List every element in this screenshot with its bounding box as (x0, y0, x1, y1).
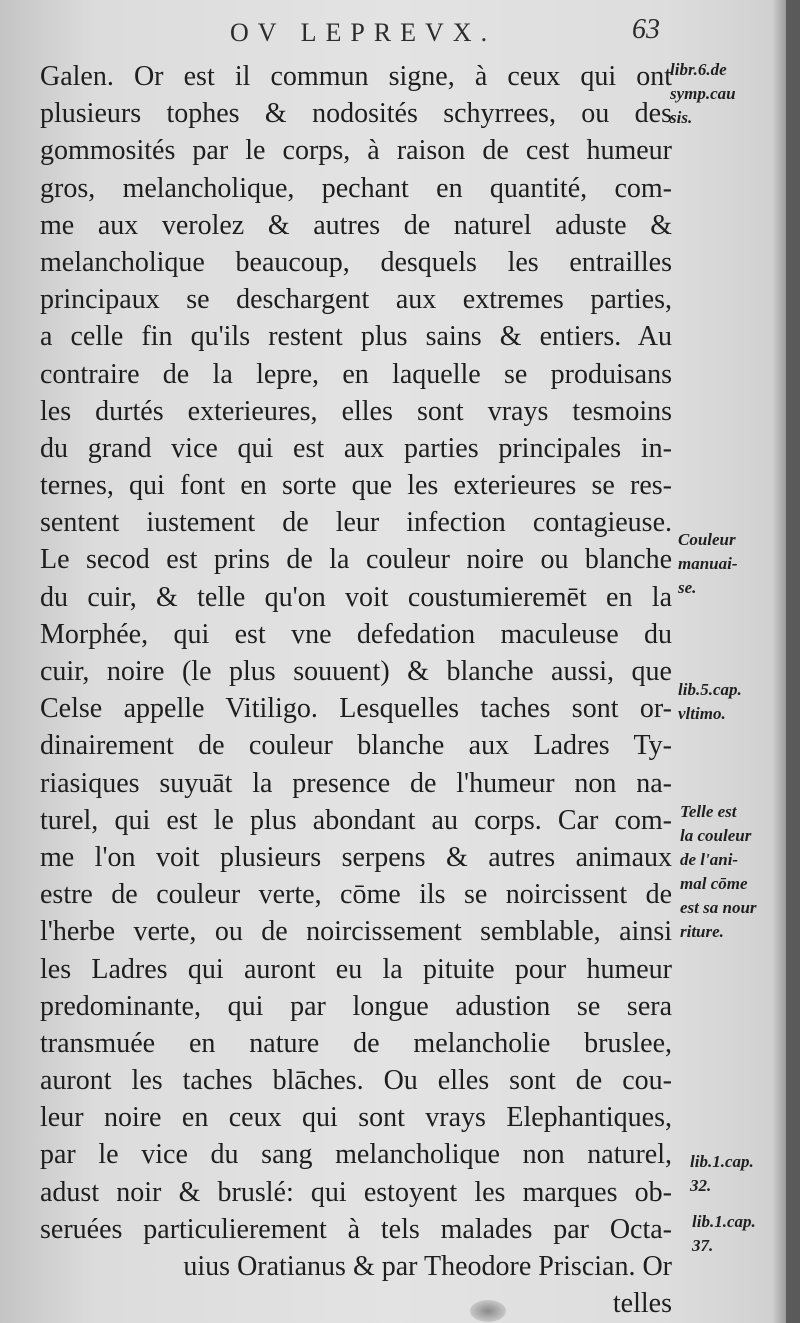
text-line: me l'on voit plusieurs serpens & autres animaux (40, 841, 672, 873)
text-line: plusieurs tophes & nodosités schyrrees, ou des (40, 98, 672, 130)
text-line: du cuir, & telle qu'on voit coustumieremēt en la (40, 581, 672, 613)
margin-note: Couleur manuai- se. (678, 530, 738, 597)
text-line: l'herbe verte, ou de noircissement semblable, ainsi (40, 916, 672, 948)
text-line: Celse appelle Vitiligo. Lesquelles taches sont or- (40, 693, 672, 725)
text-line: du grand vice qui est aux parties principales in- (40, 432, 672, 464)
text-line: gros, melancholique, pechant en quantité, com- (40, 172, 672, 204)
margin-note: lib.5.cap. vltimo. (678, 680, 742, 723)
text-line: adust noir & bruslé: qui estoyent les marques ob- (40, 1176, 672, 1208)
text-line: les durtés exterieures, elles sont vrays tesmoins (40, 395, 672, 427)
text-line: predominante, qui par longue adustion se sera (40, 990, 672, 1022)
margin-note: lib.1.cap. 37. (692, 1212, 756, 1255)
text-line: me aux verolez & autres de naturel aduste & (40, 209, 672, 241)
catchword: telles (612, 1288, 672, 1320)
text-line: contraire de la lepre, en laquelle se produisans (40, 358, 672, 390)
ink-blot (470, 1300, 506, 1322)
margin-note: Telle est la couleur de l'ani- mal cōme est sa nour riture. (680, 802, 757, 941)
text-line: uius Oratianus & par Theodore Priscian. Or (183, 1251, 672, 1282)
text-line: principaux se deschargent aux extremes parties, (40, 284, 672, 316)
page-number: 63 (632, 14, 660, 45)
page-edge-shadow (786, 0, 800, 1323)
text-line: ternes, qui font en sorte que les exterieures se res- (40, 470, 672, 502)
text-line: transmuée en nature de melancholie bruslee, (40, 1027, 672, 1059)
body-text (40, 58, 672, 1322)
text-line: estre de couleur verte, cōme ils se noircissent de (40, 879, 672, 911)
text-line: leur noire en ceux qui sont vrays Elephantiques, (40, 1102, 672, 1134)
running-header: OV LEPREVX. (230, 18, 497, 47)
text-line: sentent iustement de leur infection contagieuse. (40, 507, 672, 539)
text-line: gommosités par le corps, à raison de cest humeur (40, 135, 672, 167)
text-line: dinairement de couleur blanche aux Ladres Ty- (40, 730, 672, 762)
text-line: seruées particulierement à tels malades par Octa- (40, 1213, 672, 1245)
text-line: riasiques suyuāt la presence de l'humeur non na- (40, 767, 672, 799)
text-line: melancholique beaucoup, desquels les entrailles (40, 246, 672, 278)
text-line: par le vice du sang melancholique non naturel, (40, 1139, 672, 1171)
text-line: turel, qui est le plus abondant au corps. Car com- (40, 804, 672, 836)
text-line: auront les taches blāches. Ou elles sont de cou- (40, 1065, 672, 1097)
text-line: a celle fin qu'ils restent plus sains & entiers. Au (40, 321, 672, 353)
text-line: Le secod est prins de la couleur noire ou blanche (40, 544, 672, 576)
margin-note: lib.1.cap. 32. (690, 1152, 754, 1195)
margin-note: libr.6.de symp.cau sis. (670, 60, 736, 127)
text-line: les Ladres qui auront eu la pituite pour humeur (40, 953, 672, 985)
text-line: Galen. Or est il commun signe, à ceux qui ont (40, 61, 672, 92)
text-line: Morphée, qui est vne defedation maculeuse du (40, 618, 672, 650)
text-line: cuir, noire (le plus souuent) & blanche aussi, que (40, 656, 672, 687)
